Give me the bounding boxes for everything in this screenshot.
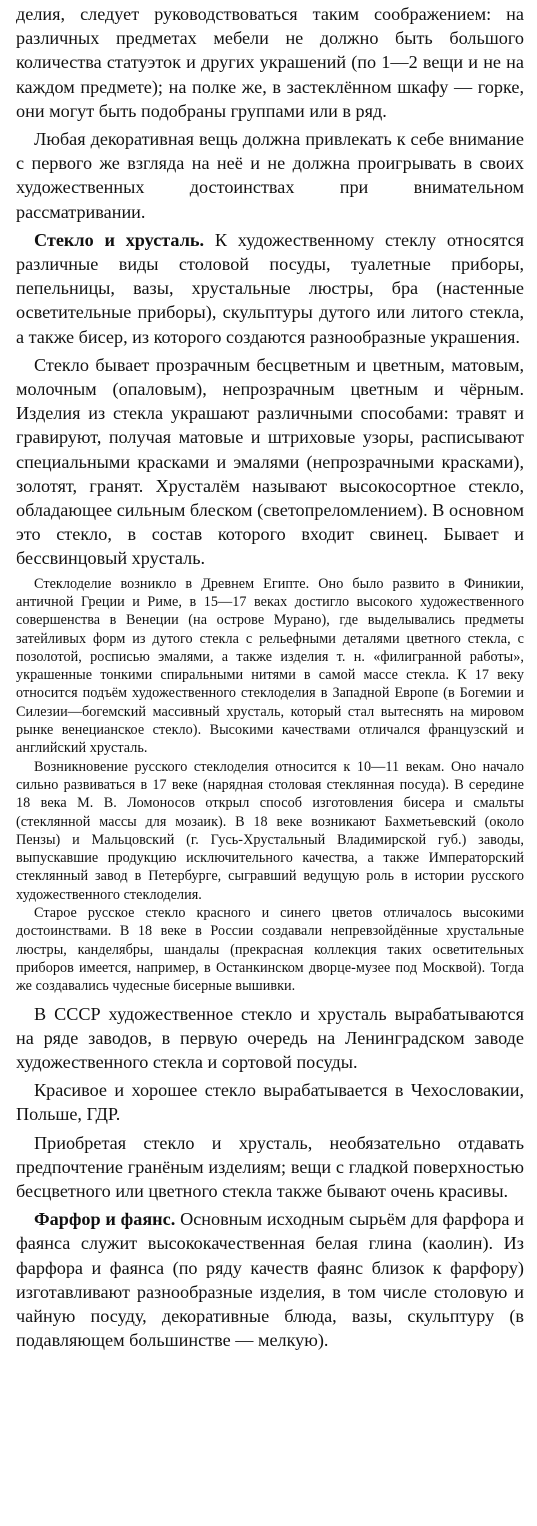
glass-heading: Стекло и хрусталь. [34, 229, 205, 250]
porcelain-paragraph [16, 1207, 524, 1352]
glass-intro-text: К художественному стеклу относятся различные виды столовой посуды, туалетные приборы, пепельницы, вазы, хрустальные люстры, бра (настенные осветительные приборы), скульптуры дутого или литого стекла, а также бисер, из которого создаются разнообразные украшения. [16, 229, 525, 347]
intro-paragraph: делия, следует руководствоваться таким соображением: на различных предметах мебели не должно быть большого количества статуэток и других украшений (по 1—2 вещи и не на каждом предмете); на полке же, в застеклённом шкафу — горке, они могут быть подобраны группами или в ряд. [16, 4, 524, 121]
porcelain-text: Основным исходным сырьём для фарфора и фаянса служит высококачественная белая глина (каолин). Из фарфора и фаянса (по ряду качеств фаянс близок к фарфору) изготавливают разнообразные изделия, в том числе столовую и чайную посуду, декоративные блюда, вазы, скульптуру (в подавляющем большинстве — мелкую). [16, 1209, 524, 1351]
decor-paragraph: Любая декоративная вещь должна привлекать к себе внимание с первого же взгляда на неё и не должна проигрывать в своих художественных достоинствах при внимательном рассматривании. [16, 129, 524, 222]
glass-history-block [16, 575, 524, 996]
glass-ussr-paragraph: В СССР художественное стекло и хрусталь вырабатываются на ряде заводов, в первую очередь на Ленинградском заводе художественного стекла и сортовой посуды. [16, 1003, 524, 1072]
porcelain-section [16, 1207, 524, 1352]
glass-types-paragraph: Стекло бывает прозрачным бесцветным и цветным, матовым, молочным (опаловым), непрозрачным цветным и чёрным. Изделия из стекла украшают различными способами: травят и гравируют, получая матовые и штриховые узоры, расписывают специальными красками и эмалями (непрозрачными красками), золотят, гранят. Хрусталём называют высокосортное стекло, обладающее сильным блеском (светопреломлением). В основном это стекло, в состав которого входит свинец. Бывает и бессвинцовый хрусталь. [16, 354, 524, 569]
glass-advice-paragraph: Приобретая стекло и хрусталь, необязательно отдавать предпочтение гранёным изделиям; вещи с гладкой поверхностью бесцветного или цветного стекла также бывают очень красивы. [16, 1132, 524, 1201]
glass-history-paragraph-2: Возникновение русского стеклоделия относится к 10—11 векам. Оно начало сильно развиваться в 17 веке (нарядная столовая стеклянная посуда). В середине 18 века М. В. Ломоносов открыл способ изготовления бисера и смальты (стеклянной массы для мозаик). В 18 веке возникают Бахметьевский (около Пензы) и Мальцовский (г. Гусь-Хрустальный Владимирской губ.) заводы, выпускавшие продукцию исключительного качества, а также Императорский стеклянный завод в Петербурге, сыгравший ведущую роль в истории русского художественного стеклоделия. [16, 758, 524, 903]
glass-intro-paragraph [16, 228, 524, 349]
porcelain-heading: Фарфор и фаянс. [34, 1209, 176, 1230]
glass-countries-paragraph: Красивое и хорошее стекло вырабатывается в Чехословакии, Польше, ГДР. [16, 1080, 524, 1125]
glass-history-paragraph-3: Старое русское стекло красного и синего цветов отличалось высокими достоинствами. В 18 веке в России создавали непревзойдённые хрустальные люстры, канделябры, шандалы (прекрасная коллекция таких осветительных приборов имеется, например, в Останкинском дворце-музее под Москвой). Тогда же создавались чудесные бисерные вышивки. [16, 905, 524, 995]
glass-section [16, 228, 524, 1203]
glass-history-paragraph-1: Стеклоделие возникло в Древнем Египте. Оно было развито в Финикии, античной Греции и Риме, в 15—17 веках достигло высокого художественного совершенства в Венеции (на острове Мурано), где выделывались предметы затейливых форм из дутого стекла с рельефными деталями цветного стекла, с позолотой, росписью эмалями, а также изделия т. н. «филигранной работы», украшенные тонкими спиральными нитями в самой массе стекла. К 17 веку относится подъём художественного стеклоделия в Западной Европе (в Богемии и Силезии—богемский массивный хрусталь, который стал вытеснять на мировом рынке венецианское стекло). Высокими качествами отличался французский и английский хрусталь. [16, 575, 524, 757]
